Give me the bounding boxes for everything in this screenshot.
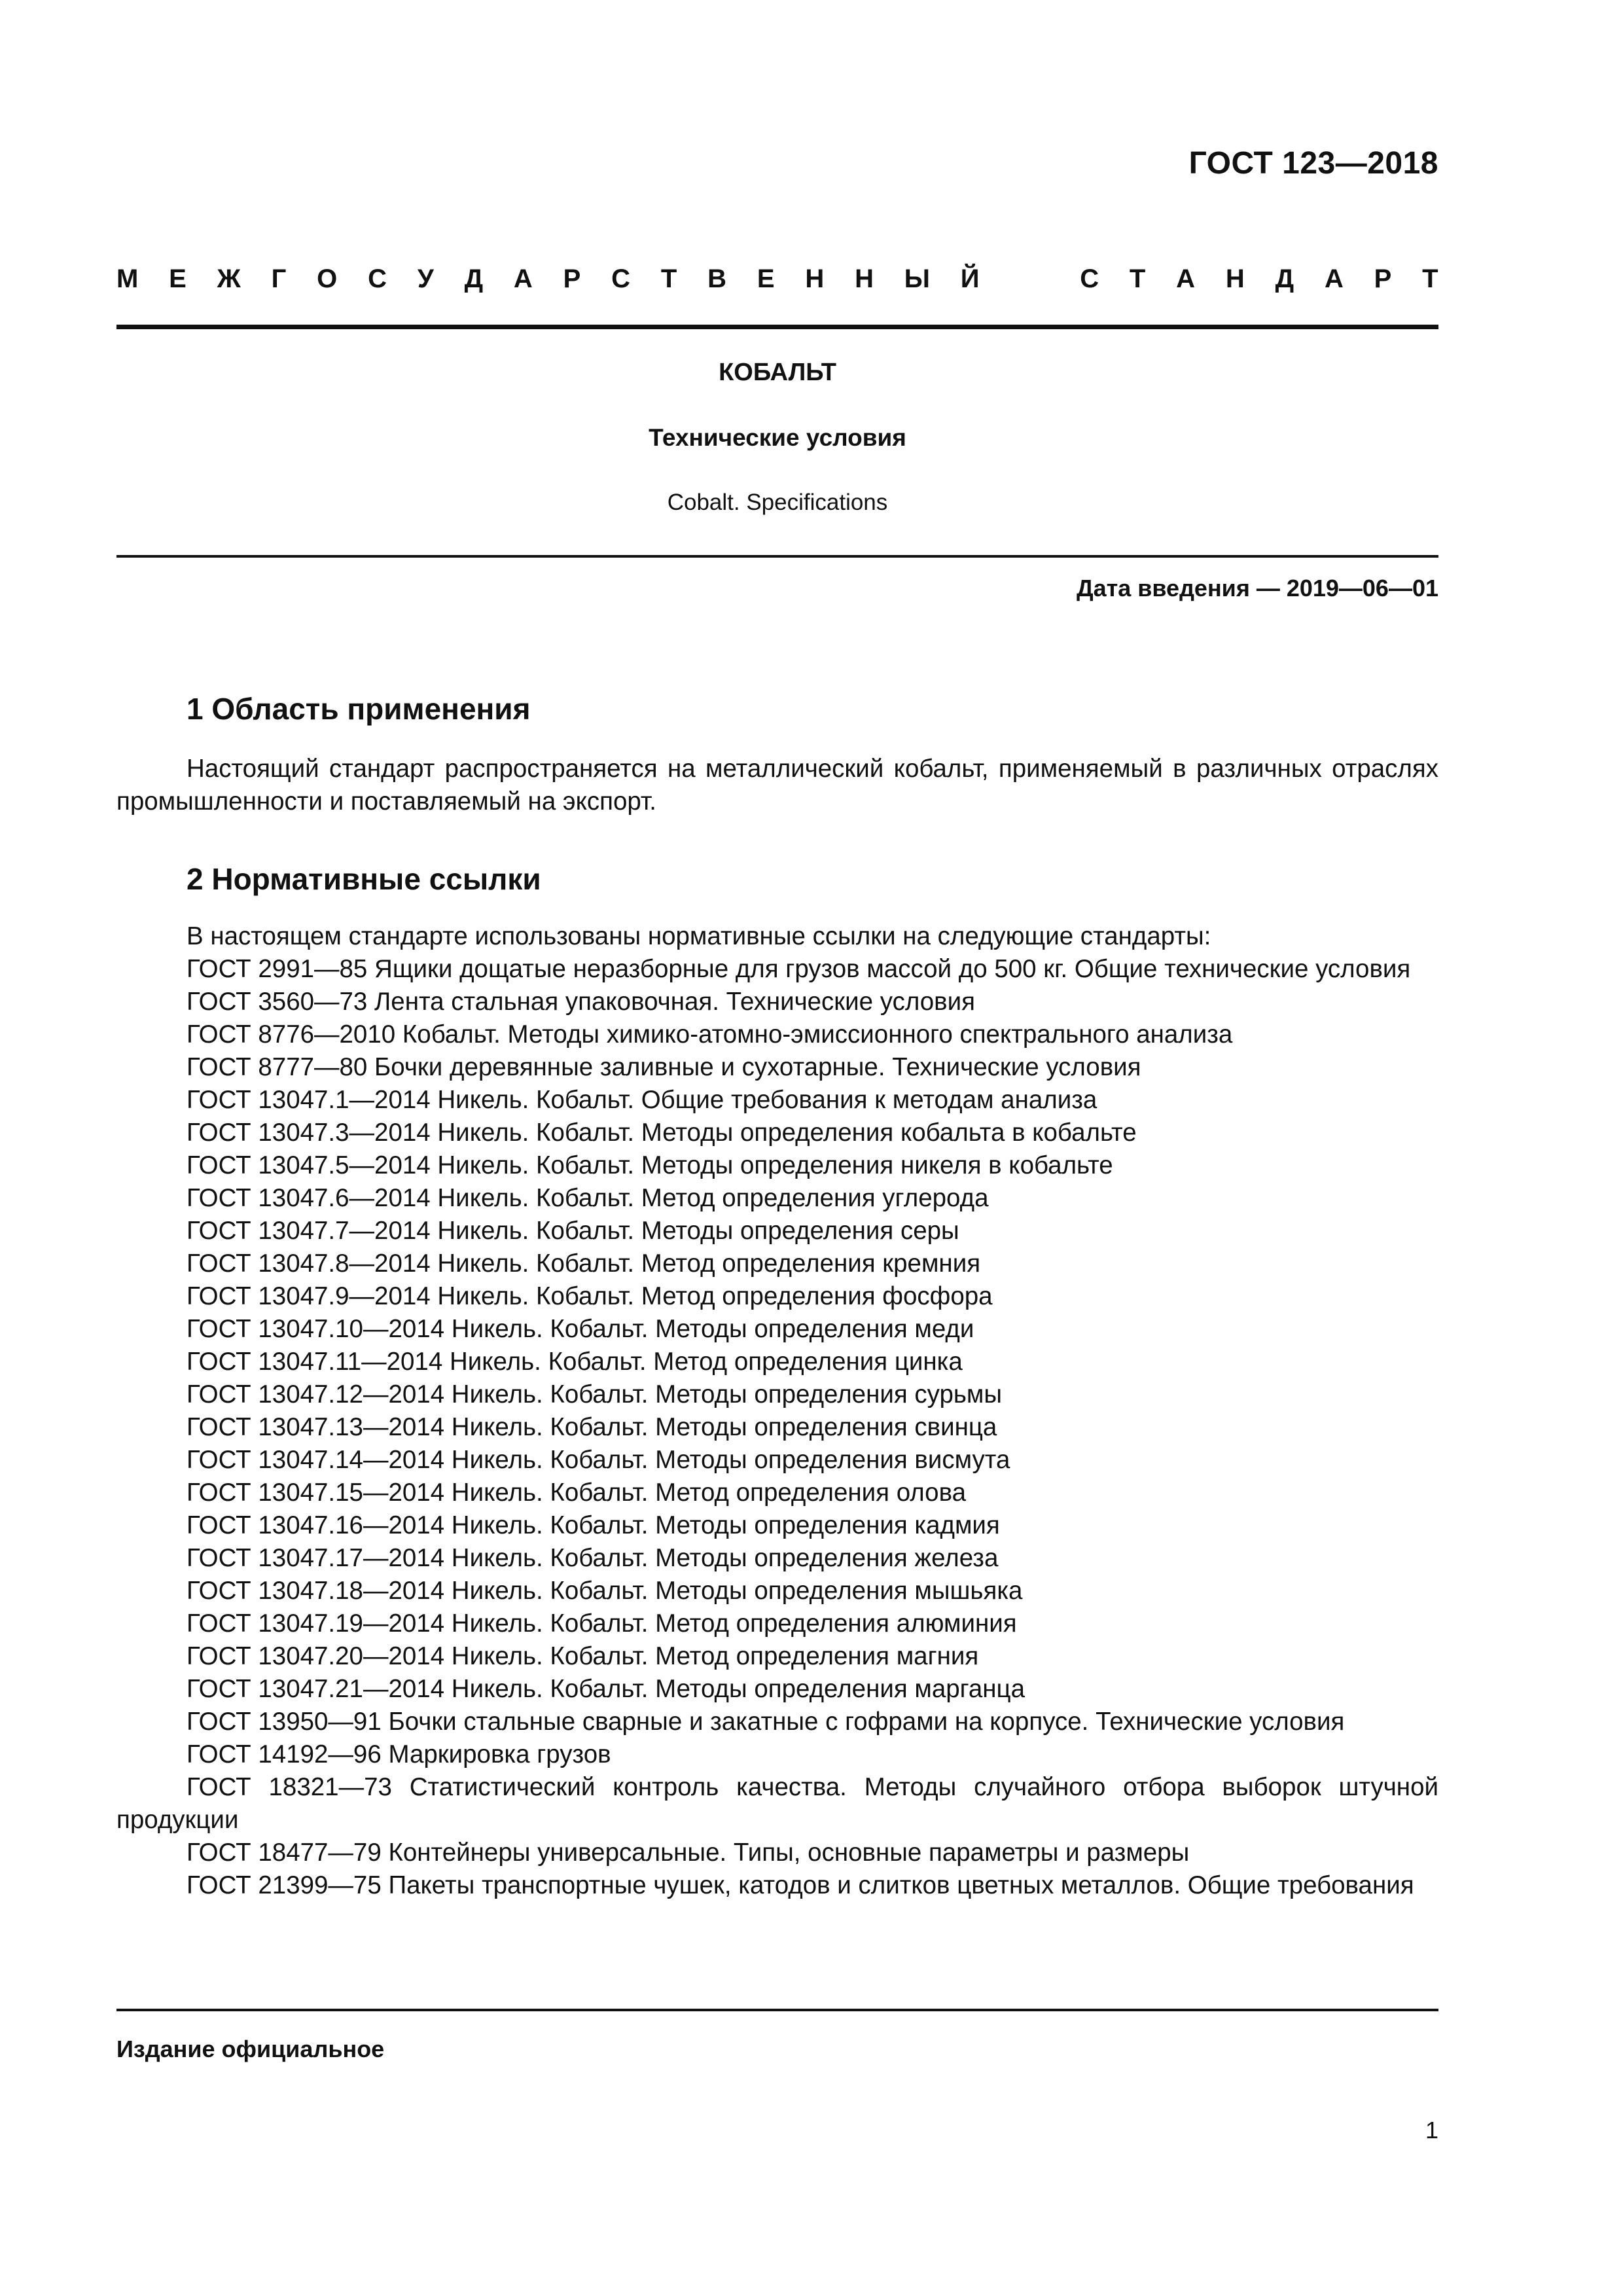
references-list — [116, 920, 1438, 1902]
standard-type-letter: Е — [169, 264, 187, 293]
reference-item: ГОСТ 13047.14—2014 Никель. Кобальт. Методы определения висмута — [187, 1446, 1010, 1474]
title-divider — [116, 555, 1438, 558]
reference-item: ГОСТ 21399—75 Пакеты транспортные чушек, катодов и слитков цветных металлов. Общие требования — [187, 1871, 1414, 1899]
reference-item: ГОСТ 3560—73 Лента стальная упаковочная. Технические условия — [187, 988, 975, 1016]
reference-item: ГОСТ 13047.18—2014 Никель. Кобальт. Методы определения мышьяка — [187, 1577, 1023, 1605]
standard-type-letter: Й — [960, 264, 980, 293]
section-heading-references: 2 Нормативные ссылки — [187, 862, 541, 896]
standard-type-letter: Ж — [217, 264, 241, 293]
reference-item: ГОСТ 13047.11—2014 Никель. Кобальт. Метод определения цинка — [187, 1348, 963, 1376]
reference-item: ГОСТ 8776—2010 Кобальт. Методы химико-атомно-эмиссионного спектрального анализа — [187, 1020, 1233, 1049]
reference-item: ГОСТ 18321—73 Статистический контроль качества. Методы случайного отбора выборок штучной продукции — [116, 1773, 1438, 1834]
reference-item: ГОСТ 13047.9—2014 Никель. Кобальт. Метод определения фосфора — [187, 1282, 993, 1310]
standard-type-letter: Т — [1422, 264, 1438, 293]
standard-type-letter: А — [1176, 264, 1196, 293]
standard-type-letter: А — [513, 264, 533, 293]
reference-item: ГОСТ 13047.19—2014 Никель. Кобальт. Метод определения алюминия — [187, 1609, 1017, 1638]
standard-type-letter: У — [417, 264, 434, 293]
standard-type-letter: Р — [563, 264, 581, 293]
standard-type-letter: Н — [1225, 264, 1245, 293]
reference-item: ГОСТ 13047.5—2014 Никель. Кобальт. Методы определения никеля в кобальте — [187, 1151, 1113, 1179]
standard-type-heading — [116, 264, 1438, 294]
reference-item: ГОСТ 18477—79 Контейнеры универсальные. Типы, основные параметры и размеры — [187, 1839, 1190, 1867]
edition-label: Издание официальное — [116, 2036, 385, 2062]
references-intro: В настоящем стандарте использованы нормативные ссылки на следующие стандарты: — [187, 922, 1211, 950]
standard-type-letter: Ы — [904, 264, 930, 293]
standard-type-letter: М — [116, 264, 139, 293]
reference-item: ГОСТ 13047.6—2014 Никель. Кобальт. Метод определения углерода — [187, 1184, 989, 1212]
header-divider — [116, 325, 1438, 329]
standard-type-letter: Г — [271, 264, 287, 293]
standard-type-letter: Е — [757, 264, 775, 293]
standard-type-letter: О — [317, 264, 338, 293]
standard-type-letter: Т — [1129, 264, 1146, 293]
standard-type-letter: В — [707, 264, 726, 293]
reference-item: ГОСТ 8777—80 Бочки деревянные заливные и сухотарные. Технические условия — [187, 1053, 1141, 1081]
reference-item: ГОСТ 2991—85 Ящики дощатые неразборные для грузов массой до 500 кг. Общие технические условия — [187, 955, 1411, 983]
introduction-date: Дата введения — 2019—06—01 — [1076, 575, 1438, 601]
document-number: ГОСТ 123—2018 — [1188, 146, 1438, 181]
reference-item: ГОСТ 13047.21—2014 Никель. Кобальт. Методы определения марганца — [187, 1675, 1026, 1703]
standard-type-letter: Д — [464, 264, 484, 293]
standard-type-letter: Р — [1374, 264, 1392, 293]
reference-item: ГОСТ 13047.8—2014 Никель. Кобальт. Метод определения кремния — [187, 1249, 981, 1278]
standard-type-letter: С — [1080, 264, 1099, 293]
reference-item: ГОСТ 13047.3—2014 Никель. Кобальт. Методы определения кобальта в кобальте — [187, 1119, 1137, 1147]
reference-item: ГОСТ 13047.10—2014 Никель. Кобальт. Методы определения меди — [187, 1315, 974, 1343]
standard-type-letter: Н — [855, 264, 874, 293]
document-subtitle: Технические условия — [649, 424, 906, 451]
reference-item: ГОСТ 14192—96 Маркировка грузов — [187, 1740, 611, 1768]
scope-paragraph: Настоящий стандарт распространяется на металлический кобальт, применяемый в различных отраслях промышленности и поставляемый на экспорт. — [116, 755, 1438, 816]
reference-item: ГОСТ 13047.20—2014 Никель. Кобальт. Метод определения магния — [187, 1642, 979, 1670]
section-scope-body — [116, 753, 1438, 818]
section-heading-scope: 1 Область применения — [187, 692, 531, 726]
reference-item: ГОСТ 13047.16—2014 Никель. Кобальт. Методы определения кадмия — [187, 1511, 1000, 1539]
reference-item: ГОСТ 13047.15—2014 Никель. Кобальт. Метод определения олова — [187, 1479, 967, 1507]
standard-type-letter: Н — [805, 264, 825, 293]
word-gap — [1010, 264, 1049, 294]
document-title-english: Cobalt. Specifications — [667, 490, 888, 515]
footer-divider — [116, 2009, 1438, 2011]
reference-item: ГОСТ 13047.7—2014 Никель. Кобальт. Методы определения серы — [187, 1217, 959, 1245]
reference-item: ГОСТ 13047.1—2014 Никель. Кобальт. Общие требования к методам анализа — [187, 1086, 1097, 1114]
document-title: КОБАЛЬТ — [719, 359, 836, 386]
reference-item: ГОСТ 13950—91 Бочки стальные сварные и закатные с гофрами на корпусе. Технические условия — [187, 1708, 1345, 1736]
reference-item: ГОСТ 13047.12—2014 Никель. Кобальт. Методы определения сурьмы — [187, 1380, 1003, 1408]
standard-type-letter: С — [368, 264, 387, 293]
reference-item: ГОСТ 13047.13—2014 Никель. Кобальт. Методы определения свинца — [187, 1413, 997, 1441]
standard-type-letter: Д — [1275, 264, 1294, 293]
page-number: 1 — [1425, 2117, 1438, 2144]
standard-type-letter: А — [1324, 264, 1344, 293]
reference-item: ГОСТ 13047.17—2014 Никель. Кобальт. Методы определения железа — [187, 1544, 999, 1572]
standard-type-letter: С — [611, 264, 631, 293]
standard-type-letter: Т — [660, 264, 677, 293]
